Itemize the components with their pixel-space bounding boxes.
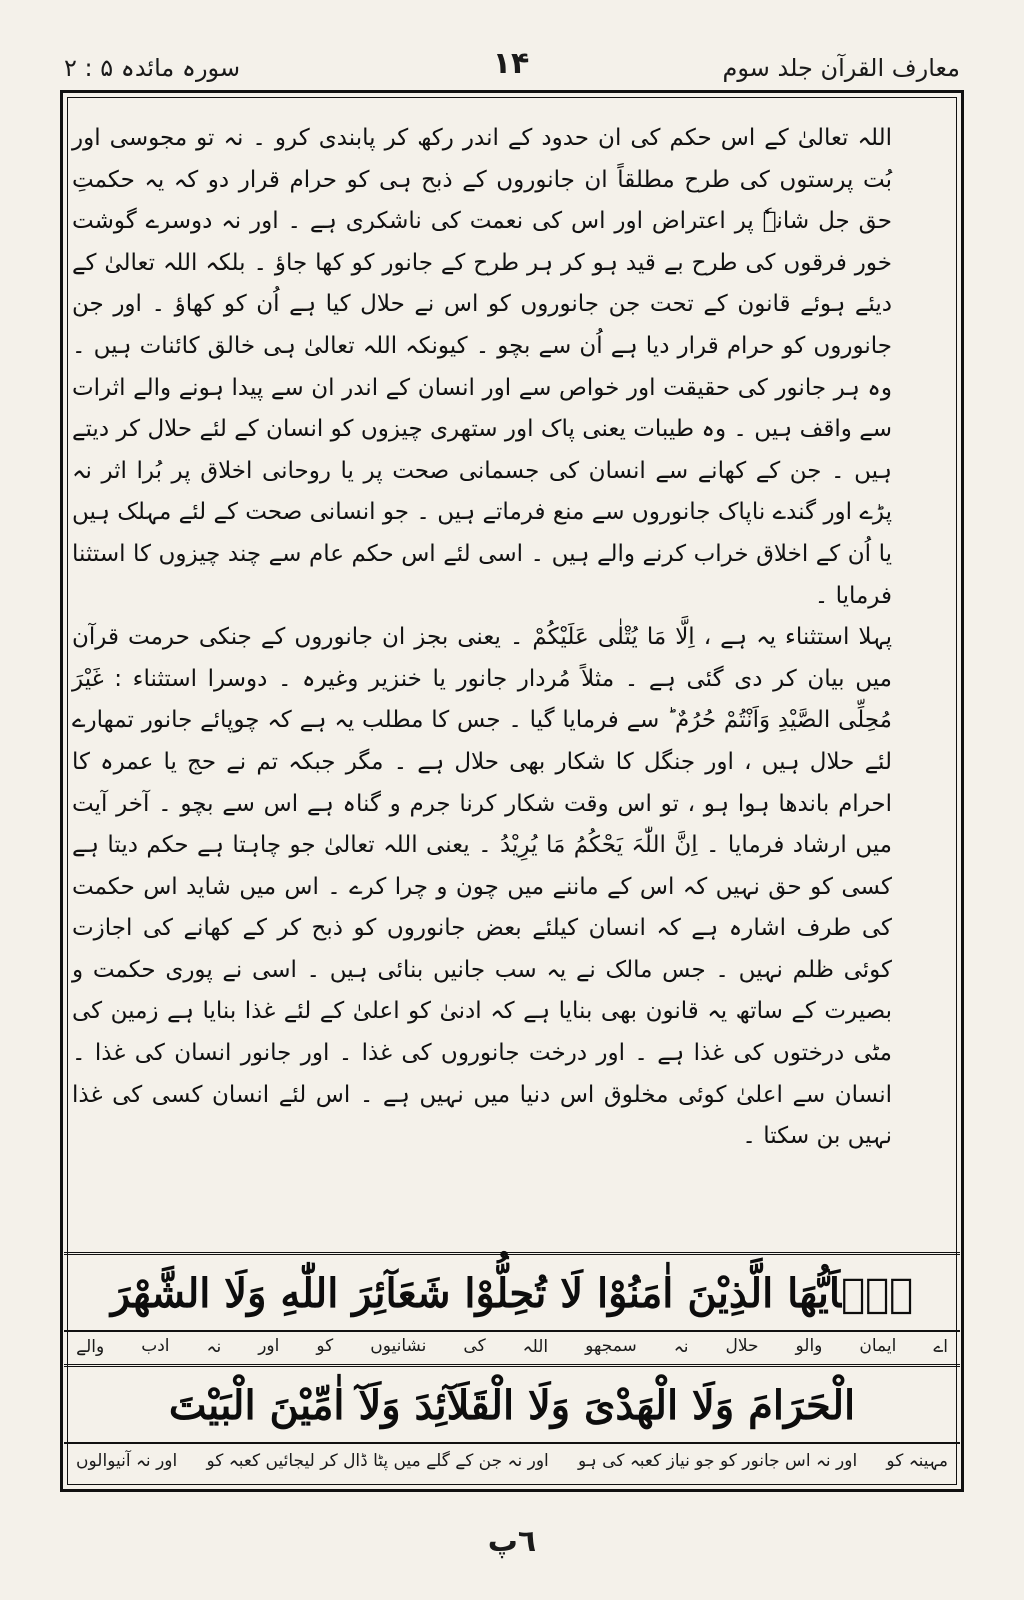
verse-line-2: الْحَرَامَ وَلَا الْهَدْیَ وَلَا الْقَلَآئِدَ وَلَآ اٰمِّیْنَ الْبَیْتَ	[168, 1382, 856, 1429]
translation-word: کی	[463, 1336, 486, 1356]
translation-word: حلال	[725, 1336, 759, 1356]
translation-segment: مہینہ کو	[886, 1451, 948, 1471]
verse-rule-1	[64, 1330, 960, 1332]
translation-word: نشانیوں	[370, 1336, 427, 1356]
translation-word: سمجھو	[585, 1336, 637, 1356]
translation-word: اے	[933, 1337, 948, 1357]
translation-line-1	[76, 1336, 948, 1357]
surah-reference: سورہ مائدہ ۵ : ۲	[64, 54, 241, 82]
translation-word: نہ	[673, 1337, 689, 1357]
translation-word: والو	[795, 1336, 823, 1356]
translation-word: ایمان	[859, 1336, 897, 1356]
page-number: ۱۴	[492, 46, 530, 81]
translation-word: اللہ	[522, 1337, 549, 1357]
translation-word: اور	[258, 1336, 280, 1356]
translation-segment: اور نہ جن کے گلے میں پٹا ڈال کر لیجائیں کعبہ کو	[206, 1451, 549, 1471]
translation-word: نہ	[206, 1337, 222, 1357]
translation-segment: اور نہ اس جانور کو جو نیاز کعبہ کی ہو	[578, 1451, 858, 1471]
signature-mark: ٦پ	[487, 1524, 537, 1559]
commentary-text	[72, 118, 952, 1158]
book-title: معارف القرآن جلد سوم	[722, 54, 960, 82]
verse-rule-2	[64, 1442, 960, 1444]
translation-line-2	[76, 1450, 948, 1471]
verse-divider	[64, 1364, 960, 1371]
verse-line-1: یٰۤاَیُّهَا الَّذِیْنَ اٰمَنُوْا لَا تُحِلُّوْا شَعَآئِرَ اللّٰهِ وَلَا الشَّهْرَ	[110, 1270, 914, 1317]
translation-word: کو	[316, 1336, 334, 1356]
paragraph-2: پہلا استثناء یہ ہے ، اِلَّا مَا یُتْلٰی عَلَیْکُمْ ۔ یعنی بجز ان جانوروں کے جنکی حرمت قرآن میں بیان کر دی گئی ہے ۔ مثلاً مُردار جانور یا خنزیر وغیرہ ۔ دوسرا استثناء : غَیْرَ مُحِلِّی الصَّیْدِ وَاَنْتُمْ حُرُمٌ ؕ سے فرمایا گیا ۔ جس کا مطلب یہ ہے کہ چوپائے جانور تمھارے لئے حلال ہیں ، اور جنگل کا شکار بھی حلال ہے ۔ مگر جبکہ تم نے حج یا عمرہ کا احرام باندھا ہوا ہو ، تو اس وقت شکار کرنا جرم و گناہ ہے اس سے بچو ۔ آخر آیت میں ارشاد فرمایا ۔ اِنَّ اللّٰہَ یَحْکُمُ مَا یُرِیْدُ ۔ یعنی اللہ تعالیٰ جو چاہتا ہے حکم دیتا ہے کسی کو حق نہیں کہ اس کے ماننے میں چون و چرا کرے ۔ اس میں شاید اس حکمت کی طرف اشارہ ہے کہ انسان کیلئے بعض جانوروں کو ذبح کر کے کھانے کی اجازت کوئی ظلم نہیں ۔ جس مالک نے یہ سب جانیں بنائی ہیں ۔ اسی نے پوری حکمت و بصیرت کے ساتھ یہ قانون بھی بنایا ہے کہ ادنیٰ کو اعلیٰ کے لئے غذا بنایا ہے زمین کی مٹی درختوں کی غذا ہے ۔ اور درخت جانوروں کی غذا ۔ اور جانور انسان کی غذا ۔ انسان سے اعلیٰ کوئی مخلوق اس دنیا میں نہیں ہے ۔ اس لئے انسان کسی کی غذا نہیں بن سکتا ۔	[72, 624, 892, 1150]
translation-segment: اور نہ آنیوالوں	[76, 1451, 178, 1471]
paragraph-1: اللہ تعالیٰ کے اس حکم کی ان حدود کے اندر رکھ کر پابندی کرو ۔ نہ تو مجوسی اور بُت پرستوں کی طرح مطلقاً ان جانوروں کے ذبح ہی کو حرام قرار دو کہ یہ حکمتِ حق جل شانہٗ پر اعتراض اور اس کی نعمت کی ناشکری ہے ۔ اور نہ دوسرے گوشت خور فرقوں کی طرح بے قید ہو کر ہر طرح کے جانور کو کھا جاؤ ۔ بلکہ اللہ تعالیٰ کے دیئے ہوئے قانون کے تحت جن جانوروں کو اس نے حلال کیا ہے اُن کو کھاؤ ۔ اور جن جانوروں کو حرام قرار دیا ہے اُن سے بچو ۔ کیونکہ اللہ تعالیٰ ہی خالق کائنات ہیں ۔ وہ ہر جانور کی حقیقت اور خواص سے اور انسان کے اندر ان سے پیدا ہونے والے اثرات سے واقف ہیں ۔ وہ طیبات یعنی پاک اور ستھری چیزوں کو انسان کے لئے حلال کر دیتے ہیں ۔ جن کے کھانے سے انسان کی جسمانی صحت پر یا روحانی اخلاق پر بُرا اثر نہ پڑے اور گندے ناپاک جانوروں سے منع فرماتے ہیں ۔ جو انسانی صحت کے لئے مہلک ہیں یا اُن کے اخلاق خراب کرنے والے ہیں ۔ اسی لئے اس حکم عام سے چند چیزوں کا استثنا فرمایا ۔	[72, 125, 892, 609]
section-divider	[64, 1252, 960, 1259]
page-header	[58, 44, 964, 96]
translation-word: ادب	[141, 1336, 170, 1356]
translation-word: والے	[76, 1337, 105, 1357]
